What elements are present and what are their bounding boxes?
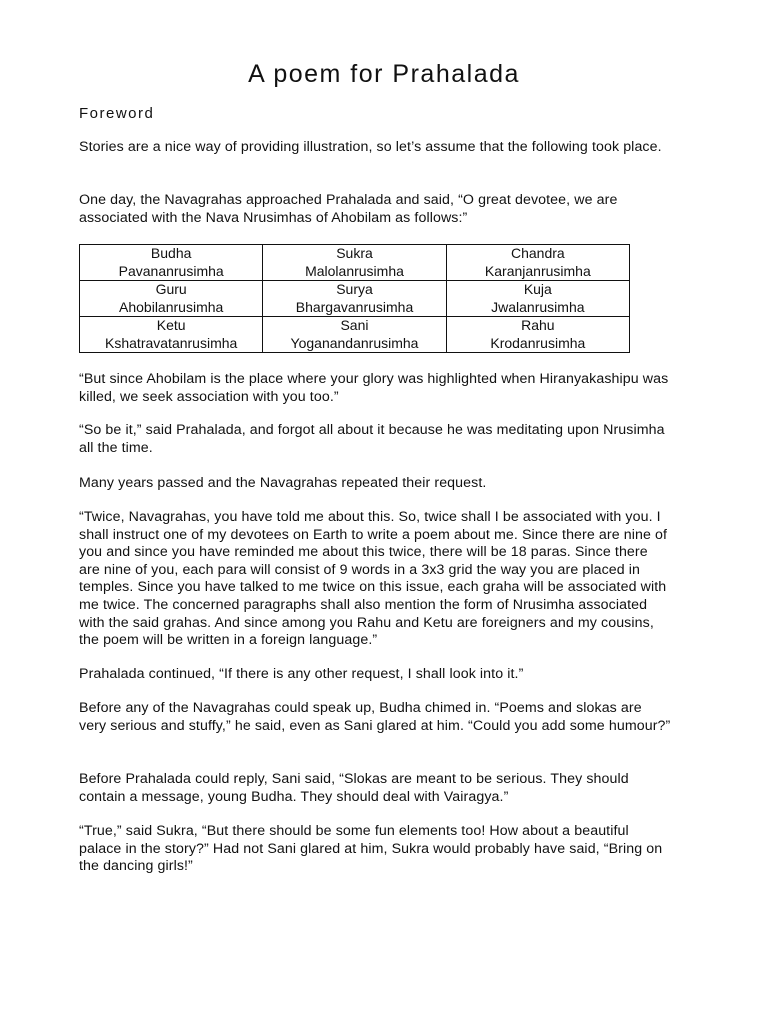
paragraph-so-be-it: “So be it,” said Prahalada, and forgot all about it because he was meditating upon Nrusimha all the time. xyxy=(79,422,665,456)
nrusimha-name: Krodanrusimha xyxy=(490,334,586,351)
paragraph-many-years: Many years passed and the Navagrahas repeated their request. xyxy=(79,475,487,491)
paragraph-prahalada-continued: Prahalada continued, “If there is any other request, I shall look into it.” xyxy=(79,666,524,682)
table-cell xyxy=(446,245,629,281)
nrusimha-name: Kshatravatanrusimha xyxy=(105,334,238,351)
table-row xyxy=(80,245,630,281)
graha-name: Surya xyxy=(336,281,373,297)
nrusimha-name: Karanjanrusimha xyxy=(484,262,591,279)
graha-nrusimha-table xyxy=(79,244,630,353)
paragraph-budha-chimed: Before any of the Navagrahas could speak up, Budha chimed in. “Poems and slokas are very serious and stuffy,” he said, even as Sani glared at him. “Could you add some humour?” xyxy=(79,700,671,734)
nrusimha-name: Ahobilanrusimha xyxy=(119,298,224,315)
table-cell xyxy=(263,317,446,353)
table-cell xyxy=(263,281,446,317)
table-cell xyxy=(446,281,629,317)
graha-name: Sani xyxy=(340,317,369,333)
paragraph-sani-said: Before Prahalada could reply, Sani said, “Slokas are meant to be serious. They should contain a message, young Budha. They should deal with Vairagya.” xyxy=(79,771,629,805)
graha-name: Chandra xyxy=(510,245,565,261)
paragraph-navagrahas-approach: One day, the Navagrahas approached Prahalada and said, “O great devotee, we are associated with the Nava Nrusimhas of Ahobilam as follows:” xyxy=(79,192,618,226)
graha-name: Budha xyxy=(150,245,192,261)
table-row xyxy=(80,281,630,317)
table-cell xyxy=(80,281,263,317)
graha-name: Sukra xyxy=(336,245,373,261)
graha-name: Rahu xyxy=(521,317,555,333)
table-row xyxy=(80,317,630,353)
graha-name: Ketu xyxy=(156,317,186,333)
graha-name: Kuja xyxy=(523,281,552,297)
nrusimha-name: Malolanrusimha xyxy=(305,262,404,279)
nrusimha-name: Jwalanrusimha xyxy=(491,298,585,315)
nrusimha-name: Pavananrusimha xyxy=(118,262,224,279)
page-title: A poem for Prahalada xyxy=(248,60,520,88)
nrusimha-name: Bhargavanrusimha xyxy=(295,298,414,315)
foreword-heading: Foreword xyxy=(79,105,155,122)
table-cell xyxy=(263,245,446,281)
table-cell xyxy=(80,317,263,353)
paragraph-seek-association: “But since Ahobilam is the place where your glory was highlighted when Hiranyakashipu was killed, we seek association with you too.” xyxy=(79,371,669,405)
graha-name: Guru xyxy=(155,281,187,297)
paragraph-sukra-said: “True,” said Sukra, “But there should be some fun elements too! How about a beautiful palace in the story?” Had not Sani glared at him, Sukra would probably have said, “Bring on the dancing girls!” xyxy=(79,823,663,875)
paragraph-twice-navagrahas: “Twice, Navagrahas, you have told me about this. So, twice shall I be associated with you. I shall instruct one of my devotees on Earth to write a poem about me. Since there are nine of you and since you have reminded me about this twice, there will be 18 paras. Since there are nine of you, each para will consist of 9 words in a 3x3 grid the way you are placed in temples. Since you have talked to me twice on this issue, each graha will be associated with me twice. The concerned paragraphs shall also mention the form of Nrusimha associated with the said grahas. And since among you Rahu and Ketu are foreigners and my cousins, the poem will be written in a foreign language.” xyxy=(79,509,668,649)
table-cell xyxy=(80,245,263,281)
nrusimha-name: Yoganandanrusimha xyxy=(290,334,419,351)
table-cell xyxy=(446,317,629,353)
paragraph-intro: Stories are a nice way of providing illustration, so let’s assume that the following took place. xyxy=(79,139,662,155)
